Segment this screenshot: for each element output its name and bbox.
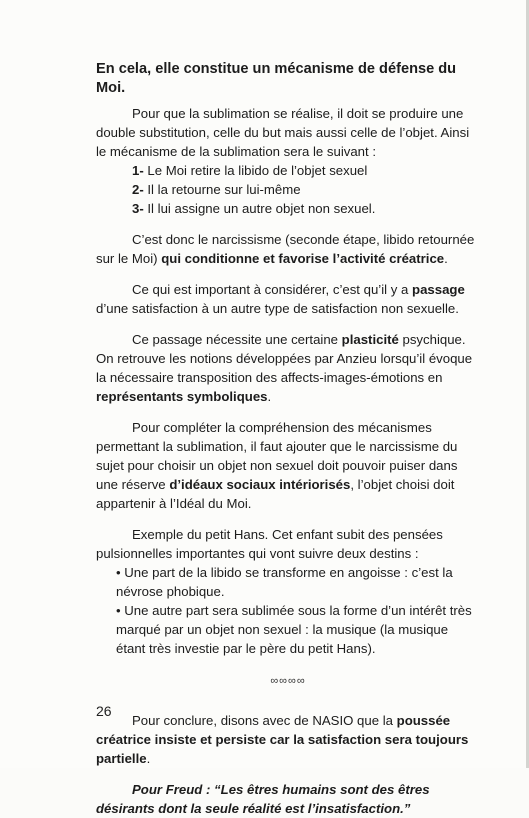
paragraph-plasticite: Ce passage nécessite une certaine plasticité psychique. On retrouve les notions développées par Anzieu lorsqu’il évoque la nécessaire transposition des affects-images-émotions en représentants symboliques. [96,332,473,404]
bullet-angoisse: • Une part de la libido se transforme en angoisse : c’est la névrose phobique. [116,565,453,599]
paragraph-substitution: Pour que la sublimation se réalise, il doit se produire une double substitution, celle du but mais aussi celle de l’objet. Ainsi le mécanisme de la sublimation sera le suivant : [96,106,470,159]
paragraph-conclusion: Pour conclure, disons avec de NASIO que la poussée créatrice insiste et persiste car la satisfaction sera toujours partielle. [96,713,469,766]
paragraph-petit-hans: Exemple du petit Hans. Cet enfant subit des pensées pulsionnelles importantes qui vont suivre deux destins : [96,527,443,561]
paragraph-ideaux: Pour compléter la compréhension des mécanismes permettant la sublimation, il faut ajouter que le narcissisme du sujet pour choisir un objet non sexuel doit pouvoir puiser dans une réserve d’idéaux sociaux intériorisés, l’objet choisi doit appartenir à l’Idéal du Moi. [96,420,458,511]
paragraph-passage: Ce qui est important à considérer, c’est qu’il y a passage d’une satisfaction à un autre type de satisfaction non sexuelle. [96,282,465,316]
list-item: 1- Le Moi retire la libido de l’objet sexuel [132,163,368,178]
freud-quote: Pour Freud : “Les êtres humains sont des êtres désirants dont la seule réalité est l’insatisfaction.” [96,782,430,816]
section-heading: En cela, elle constitue un mécanisme de défense du Moi. [96,61,457,96]
page-number: 26 [96,703,112,719]
page-text [96,60,480,818]
list-item: 3- Il lui assigne un autre objet non sexuel. [132,201,376,216]
list-item: 2- Il la retourne sur lui-même [132,182,301,197]
section-divider: ∞∞∞∞ [270,675,306,687]
paragraph-narcissisme: C’est donc le narcissisme (seconde étape, libido retournée sur le Moi) qui conditionne et favorise l’activité créatrice. [96,232,475,266]
bullet-musique: • Une autre part sera sublimée sous la forme d’un intérêt très marqué par un objet non sexuel : la musique (la musique étant très investie par le père du petit Hans). [116,603,472,656]
mechanism-list [96,161,480,218]
